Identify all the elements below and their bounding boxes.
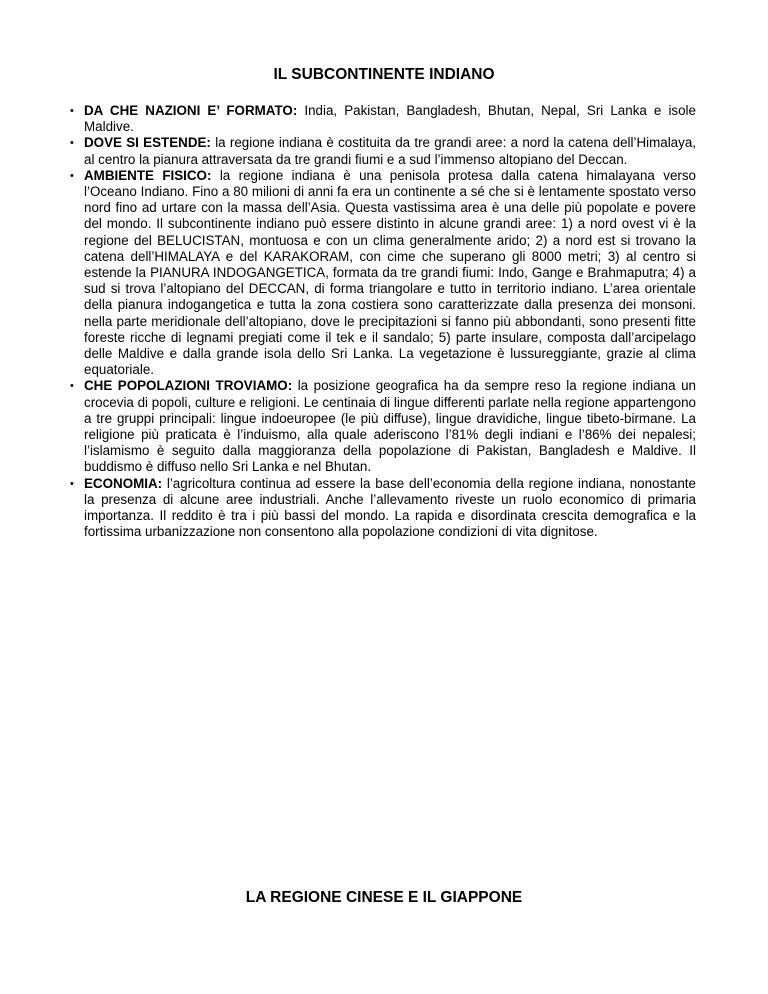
bullet-icon: •	[70, 169, 74, 182]
section-title-2: LA REGIONE CINESE E IL GIAPPONE	[245, 889, 523, 906]
item-label: AMBIENTE FISICO:	[84, 167, 212, 183]
item-text: l’agricoltura continua ad essere la base dell’economia della regione indiana, nonostante la presenza di alcune aree industriali. Anche l’allevamento riveste un ruolo economico di primaria importanza. Il reddito è tra i più bassi del mondo. La rapida e disordinata crescita demografica e la fortissima urbanizzazione non consentono alla popolazione condizioni di vita dignitose.	[84, 475, 696, 540]
item-label: DA CHE NAZIONI E’ FORMATO:	[84, 103, 298, 118]
list-item	[70, 475, 696, 541]
item-text: India, Pakistan, Bangladesh, Bhutan, Nepal, Sri Lanka e isole Maldive.	[84, 103, 696, 135]
list-item	[70, 135, 696, 167]
item-text: la posizione geografica ha da sempre reso la regione indiana un crocevia di popoli, culture e religioni. Le centinaia di lingue differenti parlate nella regione appartengono a tre gruppi principali: lingue indoeuropee (le più diffuse), lingue dravidiche, lingue tibeto-birmane. La religione più praticata è l’induismo, alla quale aderiscono l’81% degli indiani e l’86% dei nepalesi; l’islamismo è seguito dalla maggioranza della popolazione di Pakistan, Bangladesh e Maldive. Il buddismo è diffuso nello Sri Lanka e nel Bhutan.	[84, 378, 696, 475]
list-item	[70, 103, 696, 135]
list-item	[70, 378, 696, 475]
list-item	[70, 167, 696, 379]
bullet-icon: •	[70, 477, 74, 490]
bullet-icon: •	[70, 105, 74, 117]
bullet-icon: •	[70, 137, 74, 150]
item-label: DOVE SI ESTENDE:	[84, 135, 211, 151]
item-label: ECONOMIA:	[84, 475, 163, 491]
item-text: la regione indiana è una penisola protesa dalla catena himalayana verso l’Oceano Indiano. Fino a 80 milioni di anni fa era un continente a sé che si è lentamente spostato verso nord fino ad urtare con la massa dell’Asia. Questa vastissima area è una delle più popolate e povere del mondo. Il subcontinente indiano può essere distinto in alcune grandi aree: 1) a nord ovest vi è la regione del BELUCISTAN, montuosa e con un clima generalmente arido; 2) a nord est si trovano la catena dell’HIMALAYA e del KARAKORAM, con cime che superano gli 8000 metri; 3) al centro si estende la PIANURA INDOGANGETICA, formata da tre grandi fiumi: Indo, Gange e Brahmaputra; 4) a sud si trova l’altopiano del DECCAN, di forma triangolare e tutto in territorio indiano. L’area orientale della pianura indogangetica e tutta la zona costiera sono caratterizzate dalla presenza dei monsoni. nella parte meridionale dell’altopiano, dove le precipitazioni si fanno più abbondanti, sono presenti fitte foreste ricche di legnami pregiati come il tek e il sandalo; 5) parte insulare, composta dall’arcipelago delle Maldive e dalla grande isola dello Sri Lanka. La vegetazione è lussureggiante, grazie al clima equatoriale.	[84, 167, 696, 378]
item-label: CHE POPOLAZIONI TROVIAMO:	[84, 378, 293, 394]
section-title: IL SUBCONTINENTE INDIANO	[273, 66, 495, 83]
bullet-icon: •	[70, 380, 74, 393]
bullet-list	[70, 103, 696, 540]
item-text: la regione indiana è costituita da tre grandi aree: a nord la catena dell’Himalaya, al centro la pianura attraversata da tre grandi fiumi e a sud l’immenso altopiano del Deccan.	[84, 135, 696, 167]
